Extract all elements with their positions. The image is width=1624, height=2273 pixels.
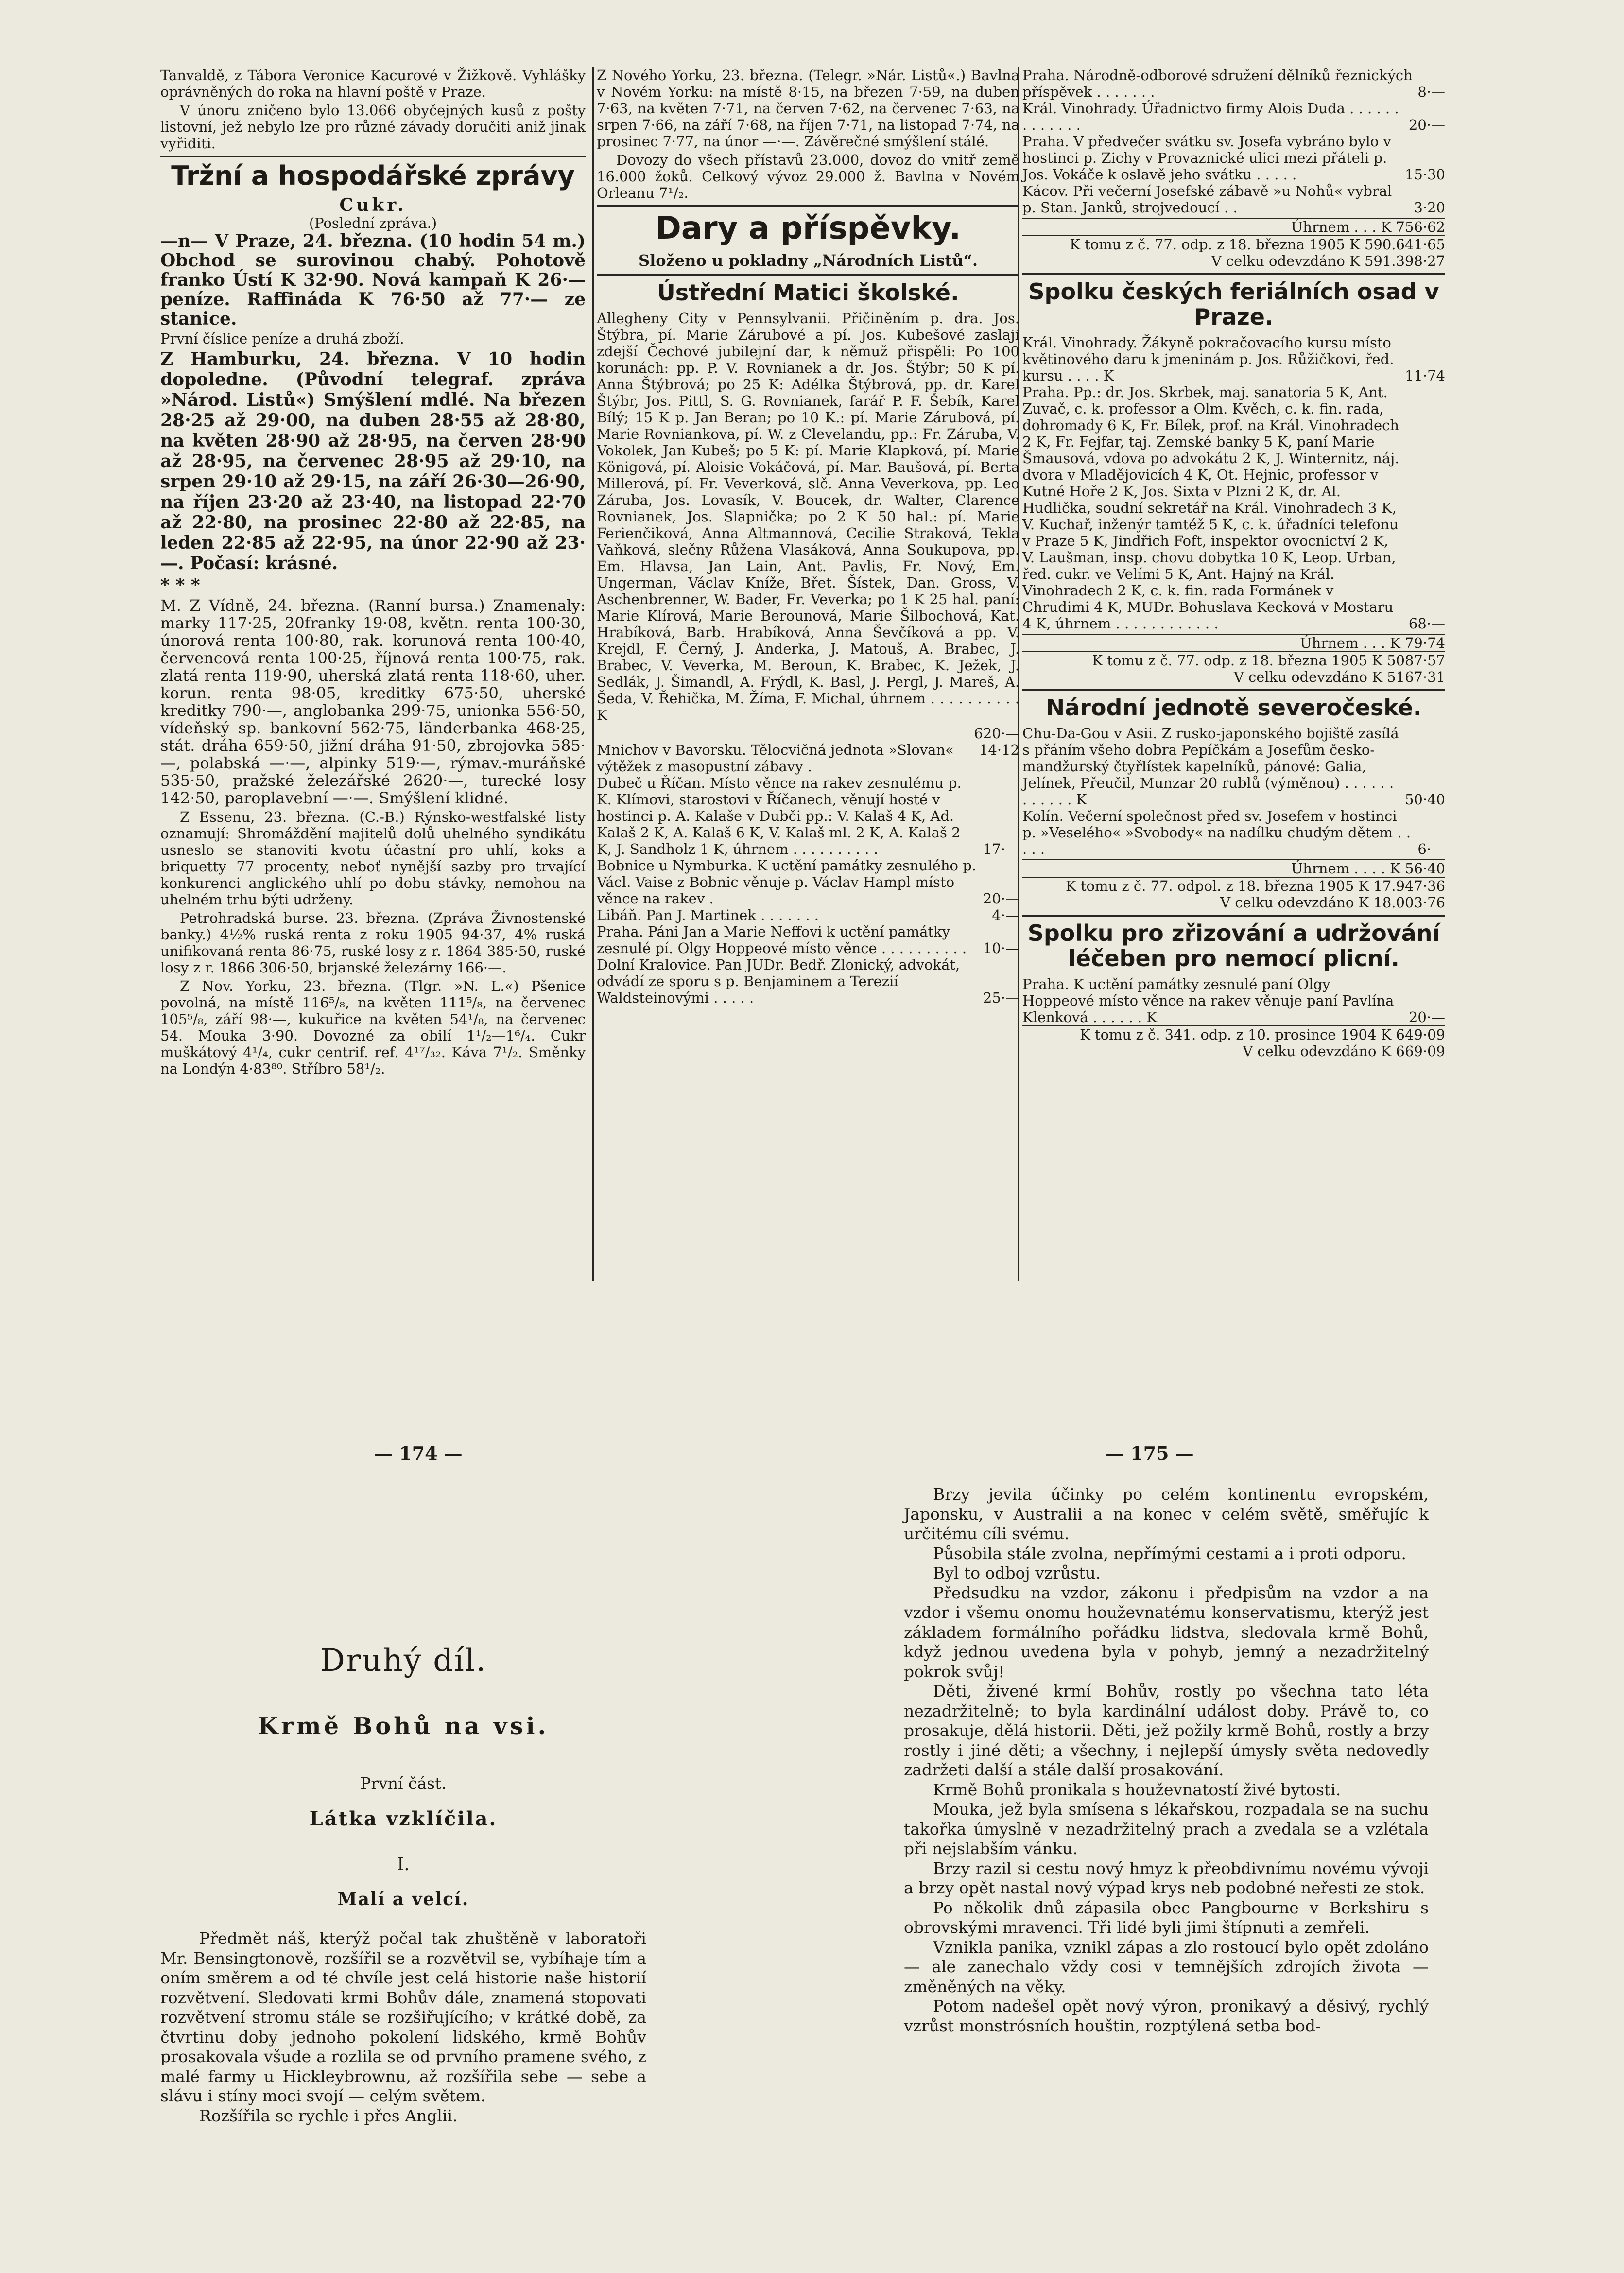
donation-amount: 11·74 <box>1404 367 1445 384</box>
divider <box>1022 273 1445 275</box>
donation-row <box>1022 976 1445 1025</box>
fund-heading: Národní jednotě severočeské. <box>1046 694 1422 721</box>
donation-entry: Praha. Páni Jan a Marie Neffovi k uctění památky zesnulé pí. Olgy Hoppeové místo věnce . . . . . . . . . . <box>597 923 967 956</box>
donation-amount: 8·— <box>1417 84 1445 100</box>
donation-row <box>1022 67 1445 100</box>
chapter-name: Malí a velcí. <box>337 1889 469 1909</box>
donation-amount: 6·— <box>1417 841 1445 857</box>
column-market-news <box>160 67 586 1079</box>
carried-total: K tomu z č. 341. odp. z 10. prosince 1904 K 649·09 <box>1022 1025 1445 1043</box>
divider <box>597 205 1019 207</box>
subsection-note: (Poslední zpráva.) <box>309 215 437 231</box>
paragraph: Brzy razil si cestu nový hmyz k přeobdivnímu novému vývoji a brzy opět nastal nový výpad krys neb podobné neřesti ze stok. <box>904 1858 1429 1897</box>
fund-heading: Spolku pro zřizování a udržování léčeben pro nemocí plicní. <box>1027 920 1440 972</box>
donation-row <box>1022 100 1445 133</box>
grand-total: V celku odevzdáno K 5167·31 <box>1233 669 1445 685</box>
donation-entry: Praha. Pp.: dr. Jos. Skrbek, maj. sanatoria 5 K, Ant. Zuvač, c. k. professor a Olm. Kvěch, c. k. fin. rada, dohromady 6 K, Fr. Bílek, prof. na Král. Vinohradech 2 K, Fr. Fejfar, taj. Zemské banky 5 K, paní Marie Šmausová, vdova po advokátu 2 K, J. Winternitz, náj. dvora v Mladějovicích 4 K, Ot. Hejnic, professor v Kutné Hoře 2 K, Jos. Sixta v Plzni 2 K, dr. Al. Hudlička, soudní sekretář na Král. Vinohradech 3 K, V. Kuchař, inženýr tamtéž 5 K, c. k. úřadníci telefonu v Praze 5 K, Jindřich Foft, inspektor ovocnictví 2 K, V. Laušman, insp. chovu dobytka 10 K, Leop. Urban, řed. cukr. ve Velími 5 K, Ant. Hajný na Král. Vinohradech 2 K, c. k. fin. rada Formánek v Chrudimi 4 K, MUDr. Bohuslava Kecková v Mostaru 4 K, úhrnem . . . . . . . . . . . . <box>1022 384 1399 632</box>
donation-amount: 3·20 <box>1414 199 1445 216</box>
chapter-title: Látka vzklíčila. <box>309 1807 498 1830</box>
subtotal: Úhrnem . . . K 79·74 <box>1022 634 1445 651</box>
donation-entry: Kolín. Večerní společnost před sv. Josefem v hostinci p. »Veselého« »Svobody« na nadílku chudým dětem . . . . . <box>1022 808 1411 857</box>
donation-entry: Král. Vinohrady. Žákyně pokračovacího kursu místo květinového daru k jmeninám p. Jos. Růžičkovi, řed. kursu . . . . K <box>1022 334 1394 384</box>
paragraph: Předmět náš, kterýž počal tak zhuštěně v laboratoři Mr. Bensingtonově, rozšířil se a rozvětvil se, vybíhaje tím a oním směrem a od té chvíle jest celá historie naše historií rozvětvení. Sledovati krmi Bohův dále, znamená stopovati rozvětvení stromu stále se rozšiřujícího; v krátké době, za čtvrtinu doby jednoho pokolení lidského, krmě Bohův prosakovala všude a rozlila se od prvního pramene svého, z malé farmy u Hickleybrownu, až rozšířila sebe — sebe a slávu i stíny moci svojí — celým světem. <box>160 1929 646 2105</box>
market-report-essen: Z Essenu, 23. března. (C.-B.) Rýnsko-westfalské listy oznamují: Shromáždění majitelů dolů uhelného syndikátu usneslo se stanoviti kvotu účastní pro uhlí, koks a briquetty 77 procenty, neboť nynější sazby pro trvající konkurenci anglického uhlí po dobu stávky, nemohou na uhelném trhu býti udrženy. <box>160 809 586 908</box>
chapter-number: I. <box>397 1855 410 1874</box>
novel-left-page <box>160 1643 646 2126</box>
part-title: Druhý díl. <box>320 1643 487 1679</box>
fund-heading: Spolku českých feriálních osad v Praze. <box>1028 278 1439 330</box>
donation-amount: 15·30 <box>1404 166 1445 183</box>
paragraph: Mouka, jež byla smísena s lékařskou, rozpadala se na suchu takořka úmyslně v nezadržitelný prach a zvedala se a vzlétala při nejslabším vánku. <box>904 1800 1429 1858</box>
paragraph: Krmě Bohů pronikala s houževnatostí živé bytosti. <box>933 1780 1341 1799</box>
donation-entry: Dolní Kralovice. Pan JUDr. Bedř. Zlonický, advokát, odvádí ze sporu s p. Benjaminem a Terezií Waldsteinovými . . . . . <box>597 956 960 1006</box>
paragraph: Dovozy do všech přístavů 23.000, dovoz do vnitř země 16.000 žoků. Celkový vývoz 29.000 ž. Bavlna v Novém Orleanu 7¹/₂. <box>597 152 1019 201</box>
donation-row <box>597 742 1019 775</box>
donation-row <box>1022 384 1445 632</box>
donation-row <box>597 923 1019 956</box>
paragraph: Byl to odboj vzrůstu. <box>933 1563 1101 1582</box>
novel-title: Krmě Bohů na vsi. <box>258 1713 549 1740</box>
market-report-newyork: Z Nov. Yorku, 23. března. (Tlgr. »N. L.«) Pšenice povolná, na místě 116⁵/₈, na květen 111⁵/₈, na červenec 105⁵/₈, září 98·—, kukuřice na květen 54¹/₈, na červenec 54. Mouka 3·90. Dovozné za obilí 1¹/₂—1⁶/₄. Cukr muškátový 4¹/₄, cukr centrif. ref. 4¹⁷/₃₂. Káva 7¹/₂. Směnky na Londýn 4·83⁸⁰. Stříbro 58¹/₂. <box>160 978 586 1077</box>
donation-entry: Libáň. Pan J. Martinek . . . . . . . <box>597 907 819 923</box>
donation-row <box>1022 334 1445 384</box>
section-title: První část. <box>360 1774 447 1793</box>
donation-amount: 50·40 <box>1404 791 1445 808</box>
section-heading: Dary a příspěvky. <box>655 210 961 246</box>
donation-row <box>597 907 1019 923</box>
page-number-right: — 175 — <box>1106 1442 1194 1464</box>
section-subheading: Složeno u pokladny „Národních Listů“. <box>639 251 978 270</box>
market-report-praha: —n— V Praze, 24. března. (10 hodin 54 m.) Obchod se surovinou chabý. Pohotově franko Ústí K 32·90. Nová kampaň K 26·— peníze. Raffináda K 76·50 až 77·— ze stanice. <box>160 231 586 329</box>
donation-amount-row <box>597 725 1019 742</box>
grand-total: V celku odevzdáno K 591.398·27 <box>1211 253 1445 269</box>
donation-entry: Praha. Národně-odborové sdružení dělníků řeznických příspěvek . . . . . . . <box>1022 67 1413 100</box>
paragraph: Rozšířila se rychle i přes Anglii. <box>199 2106 458 2125</box>
paragraph: Předsudku na vzdor, zákonu i předpisům na vzdor a na vzdor i všemu onomu houževnatému konservatismu, kterýž jest základem formálního pořádku lidstva, sledovala krmě Bohů, když jednou uvedena byla v pohyb, jemný a nezadržitelný pokrok svůj! <box>904 1583 1429 1681</box>
grand-total: V celku odevzdáno K 18.003·76 <box>1220 894 1445 911</box>
fund-heading: Ústřední Matici školské. <box>657 279 959 306</box>
carried-total: K tomu z č. 77. odpol. z 18. března 1905 K 17.947·36 <box>1022 877 1445 894</box>
grand-total: V celku odevzdáno K 669·09 <box>1243 1043 1445 1059</box>
donation-row <box>1022 725 1445 808</box>
donation-entry: Chu-Da-Gou v Asii. Z rusko-japonského bojiště zasílá s přáním všeho dobra Pepíčkám a Josefům česko-mandžurský čtyřlístek kapelníků, pánové: Galia, Jelínek, Přeučil, Munzar 20 rublů (výměnou) . . . . . . . . . . . . K <box>1022 725 1399 808</box>
separator-stars: * * * <box>160 575 200 595</box>
donation-amount: 68·— <box>1408 615 1445 632</box>
divider <box>597 274 1019 276</box>
divider <box>1022 915 1445 917</box>
donation-entry: Dubeč u Říčan. Místo věnce na rakev zesnulému p. K. Klímovi, starostovi v Říčanech, věnují hosté v hostinci p. A. Kalaše v Dubči pp.: V. Kalaš 4 K, Ad. Kalaš 2 K, A. Kalaš 6 K, V. Kalaš ml. 2 K, A. Kalaš 2 K, J. Sandholz 1 K, úhrnem . . . . . . . . . . <box>597 775 962 857</box>
paragraph: Po několik dnů zápasila obec Pangbourne v Berkshiru s obrovskými mravenci. Tři lidé byli jimi štípnuti a zemřeli. <box>904 1898 1429 1937</box>
market-report-petrohrad: Petrohradská burse. 23. března. (Zpráva Živnostenské banky.) 4½% ruská renta z roku 1905 94·37, 4% ruská unifikovaná renta 86·75, ruské losy z r. 1864 385·50, ruské losy z r. 1866 306·50, brjanské železárny 166·—. <box>160 910 586 976</box>
carried-total: K tomu z č. 77. odp. z 18. března 1905 K 590.641·65 <box>1022 235 1445 253</box>
column-donations-cont <box>1022 67 1445 1059</box>
paragraph: Děti, živené krmí Bohův, rostly po všechna tato léta nezadržitelně; to byla kardinální událost doby. Právě to, co prosakuje, dělá historii. Děti, jež požily krmě Bohů, rostly a brzy rostly i jiné děti; a všechny, i nejlepší úmysly světa nedovedly zadržeti další a stále další prosakování. <box>904 1682 1429 1779</box>
page-number-left: — 174 — <box>374 1442 463 1464</box>
donation-row <box>597 857 1019 907</box>
subtotal: Úhrnem . . . . K 56·40 <box>1022 859 1445 877</box>
divider <box>160 156 586 157</box>
donation-entry: Praha. V předvečer svátku sv. Josefa vybráno bylo v hostinci p. Zichy v Provaznické ulici mezi přáteli p. Jos. Vokáče k oslavě jeho svátku . . . . . <box>1022 133 1391 183</box>
donation-amount: 20·— <box>1408 117 1445 133</box>
donation-entry: Praha. K uctění památky zesnulé paní Olgy Hoppeové místo věnce na rakev věnuje paní Pavlína Klenková . . . . . . K <box>1022 976 1394 1025</box>
donation-entry: Kácov. Při večerní Josefské zábavě »u Nohů« vybral p. Stan. Janků, strojvedoucí . . <box>1022 183 1392 216</box>
donation-entry: Allegheny City v Pennsylvanii. Přičiněním p. dra. Jos. Štýbra, pí. Marie Zárubové a pí. Jos. Kubešové zaslají zdejší Čechové jubilejní dar, k němuž přispěli: Po 100 korunách: pp. P. V. Rovnianek a dr. Jos. Štýbr; 50 K pí. Anna Štýbrová; po 25 K: Adélka Štýbrová, pp. dr. Karel Štýbr, Jos. Pittl, S. G. Rovnianek, farář P. F. Šebík, Karel Bílý; 15 K p. Jan Beran; po 10 K.: pí. Marie Zárubová, pí. Marie Rovniankova, pí. W. z Clevelandu, pp.: Fr. Záruba, V. Vokolek, Jan Kubeš; po 5 K: pí. Marie Klapková, pí. Marie Königová, pí. Aloisie Vokáčová, pí. Mar. Baušová, pí. Berta Millerová, pí. Fr. Veverková, slč. Anna Veverkova, pp. Leo Záruba, Jos. Lovasík, V. Boucek, dr. Walter, Clarence Rovnianek, Jos. Slapnička; po 2 K 50 hal.: pí. Marie Ferienčiková, Anna Altmannová, Cecilie Straková, Tekla Vaňková, slečny Růžena Vlasáková, Anna Soukupova, pp. Em. Hlavsa, Jan Lain, Ant. Pavlis, Fr. Nový, Em. Ungerman, Václav Kníže, Břet. Šístek, Dan. Gross, V. Aschenbrenner, W. Bader, Fr. Veverka; po 1 K 25 hal. paní: Marie Klírová, Marie Berounová, Marie Šilbochová, Kat. Hrabíková, Barb. Hrabíková, Anna Ševčíková a pp. V. Krejdl, F. Černý, J. Anderka, J. Matouš, A. Brabec, J. Brabec, V. Veverka, M. Beroun, K. Brabec, K. Ježek, J. Sedlák, J. Šimandl, A. Frýdl, K. Basl, J. Pergl, J. Mareš, A. Šeda, V. Řehička, M. Žíma, F. Michal, úhrnem . . . . . . . . . . K <box>597 310 1019 723</box>
paragraph: V únoru zničeno bylo 13.066 obyčejných kusů z pošty listovní, jež nebylo lze pro různé závady doručiti aniž jinak vyřiditi. <box>160 102 586 152</box>
column-donations <box>597 67 1019 1006</box>
donation-row <box>597 775 1019 857</box>
donation-entry: Mnichov v Bavorsku. Tělocvičná jednota »Slovan« výtěžek z masopustní zábavy . <box>597 742 954 775</box>
paragraph: Potom nadešel opět nový výron, pronikavý a děsivý, rychlý vzrůst monstrósních houštin, rozptýlená setba bod- <box>904 1996 1429 2035</box>
paragraph: Působila stále zvolna, nepřímými cestami a i proti odporu. <box>933 1544 1406 1563</box>
divider <box>1022 689 1445 691</box>
donation-row <box>597 956 1019 1006</box>
donation-amount: 14·12 <box>979 742 1019 758</box>
donation-amount: 17·— <box>983 841 1019 857</box>
donation-amount: 20·— <box>983 890 1019 907</box>
paragraph: Brzy jevila účinky po celém kontinentu evropském, Japonsku, v Australii a na konec v celém světě, směřujíc k určitému cíli svému. <box>904 1485 1429 1543</box>
donation-row <box>1022 808 1445 857</box>
section-heading: Tržní a hospodářské zprávy <box>171 160 575 191</box>
donation-amount: 10·— <box>983 940 1019 956</box>
donation-row <box>1022 133 1445 183</box>
novel-right-page <box>904 1485 1429 2036</box>
paragraph: Z Nového Yorku, 23. března. (Telegr. »Nár. Listů«.) Bavlna v Novém Yorku: na místě 8·15, na březen 7·59, na duben 7·63, na květen 7·71, na červen 7·62, na červenec 7·63, na srpen 7·66, na září 7·68, na říjen 7·71, na listopad 7·74, na prosinec 7·77, na únor —·—. Závěrečné smýšlení stálé. <box>597 67 1019 150</box>
market-report-hamburk: Z Hamburku, 24. března. V 10 hodin dopoledne. (Původní telegraf. zpráva »Národ. Listů«) Smýšlení mdlé. Na březen 28·25 až 29·00, na duben 28·55 až 28·80, na květen 28·90 až 28·95, na červen 28·90 až 28·95, na červenec 28·95 až 29·10, na srpen 29·10 až 29·15, na září 26·30—26·90, na říjen 23·20 až 23·40, na listopad 22·70 až 22·80, na prosinec 22·80 až 22·85, na leden 22·85 až 22·95, na únor 22·90 až 23·—. Počasí: krásné. <box>160 349 586 573</box>
donation-entry: Bobnice u Nymburka. K uctění památky zesnulého p. Václ. Vaise z Bobnic věnuje p. Václav Hampl místo věnce na rakev . <box>597 857 976 907</box>
donation-amount: 620·— <box>974 725 1019 742</box>
market-report-viden: M. Z Vídně, 24. března. (Ranní bursa.) Znamenaly: marky 117·25, 20franky 19·08, květn. renta 100·30, únorová renta 100·80, rak. korunová renta 100·40, červencová renta 100·25, říjnová renta 100·75, rak. zlatá renta 119·90, uherská zlatá renta 118·60, uher. korun. renta 98·05, kreditky 675·50, uherské kreditky 790·—, anglobanka 299·75, unionka 556·50, vídeňský sp. bankovní 562·75, länderbanka 468·25, stát. dráha 659·50, jižní dráha 91·50, zbrojovka 585·—, polabská —·—, alpinky 519·—, rýmav.-muráňské 535·50, pražské železářské 2620·—, turecké losy 142·50, paroplavební —·—. Smýšlení klidné. <box>160 596 586 807</box>
subtotal: Úhrnem . . . K 756·62 <box>1022 218 1445 235</box>
donation-row <box>1022 183 1445 216</box>
donation-amount: 4·— <box>992 907 1019 923</box>
paragraph: Vznikla panika, vznikl zápas a zlo rostoucí bylo opět zdoláno — ale zanechalo vždy cosi v temnějších zdrojích života — změněných na věky. <box>904 1937 1429 1996</box>
carried-total: K tomu z č. 77. odp. z 18. března 1905 K 5087·57 <box>1022 651 1445 669</box>
note: První číslice peníze a druhá zboží. <box>160 330 404 347</box>
paragraph: Tanvaldě, z Tábora Veronice Kacurové v Žižkově. Vyhlášky oprávněných do roka na hlavní poště v Praze. <box>160 67 586 100</box>
donation-entry: Král. Vinohrady. Úřadnictvo firmy Alois Duda . . . . . . . . . . . . . <box>1022 100 1399 133</box>
subsection-heading: Cukr. <box>339 195 407 215</box>
column-rule <box>592 67 594 1281</box>
donation-amount: 20·— <box>1408 1009 1445 1025</box>
donation-amount: 25·— <box>983 989 1019 1006</box>
